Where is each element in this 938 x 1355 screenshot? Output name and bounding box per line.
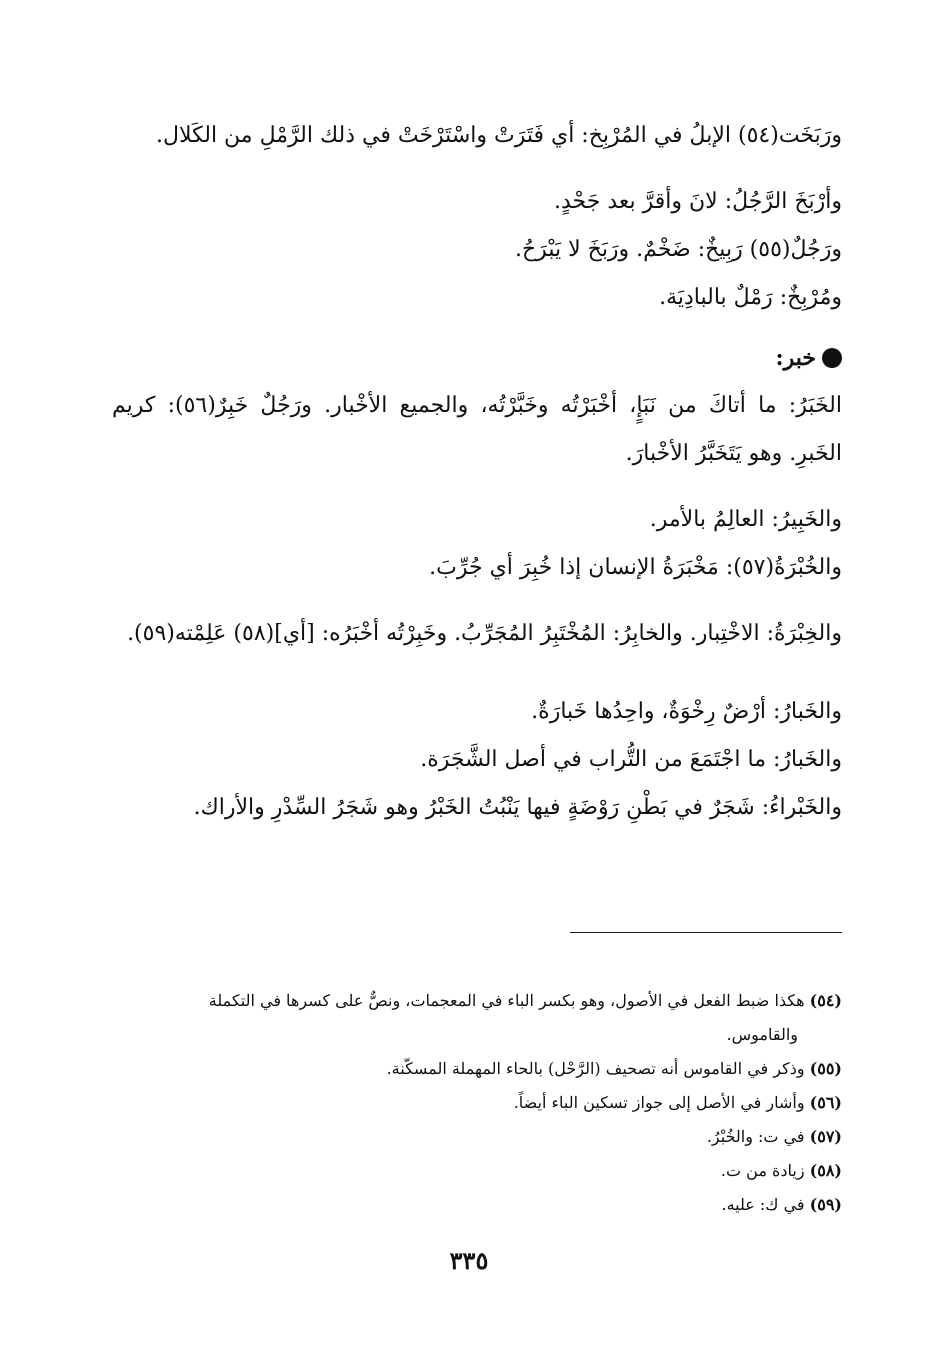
entry-khabir: والخَبِيرُ: العالِمُ بالأمر. — [649, 507, 842, 532]
main-text — [112, 112, 842, 832]
footnote-divider — [570, 932, 842, 933]
bullet-icon — [822, 348, 842, 368]
page-number: ٣٣٥ — [449, 1246, 489, 1275]
entry-arbakha: وأرْبَخَ الرَّجُلُ: لانَ وأقرَّ بعد جَحْدٍ. — [554, 189, 842, 214]
footnote-56: (٥٦) وأشار في الأصل إلى جواز تسكين الباء أيضاً. — [513, 1093, 842, 1112]
entry-khabar: الخَبَرُ: ما أتاكَ من نَبَإٍ، أخْبَرْتُه وخَبَّرْتُه، والجميع الأخْبار. ورَجُلٌ خَبِرٌ(٥٦): كريم الخَبرِ. وهو يَتَخَبَّرُ الأخْبارَ. — [112, 393, 842, 466]
entry-murbikh: ومُرْبِخٌ: رَمْلٌ بالبادِيَة. — [659, 285, 842, 310]
footnote-58: (٥٨) زيادة من ت. — [720, 1161, 842, 1180]
footnote-55: (٥٥) وذكر في القاموس أنه تصحيف (الرَّحْل) بالحاء المهملة المسكّنة. — [386, 1059, 842, 1078]
entry-khabra: والخَبْراءُ: شَجَرٌ في بَطْنِ رَوْضَةٍ فيها يَنْبُتُ الخَبْرُ وهو شَجَرُ السِّدْرِ والأراك. — [193, 795, 842, 820]
footnote-57: (٥٧) في ت: والخُبْرُ. — [706, 1127, 842, 1146]
entry-rabikh: ورَجُلٌ(٥٥) رَبِيخٌ: ضَخْمٌ. ورَبَخَ لا يَبْرَحُ. — [514, 237, 842, 262]
footnotes — [112, 984, 842, 1222]
entry-khabar-ard: والخَبارُ: أرْضٌ رِخْوَةٌ، واحِدُها خَبارَةٌ. — [531, 699, 842, 724]
entry-khibra: والخِبْرَةُ: الاخْتِبار. والخابِرُ: المُخْتَبِرُ المُجَرِّبُ. وخَبِرْتُه أخْبَرُه: [أي](٥٨) عَلِمْته(٥٩). — [127, 621, 842, 646]
entry-khubra: والخُبْرَةُ(٥٧): مَخْبَرَةُ الإنسان إذا خُبِرَ أي جُرِّبَ. — [429, 555, 842, 580]
footnote-59: (٥٩) في ك: عليه. — [721, 1195, 842, 1214]
entry-rabakhat: ورَبَخَت(٥٤) الإبلُ في المُرْبِخ: أي فَتَرَتْ واسْتَرْخَتْ في ذلك الرَّمْلِ من الكَلال. — [155, 123, 842, 148]
section-heading-text: خبر: — [775, 345, 816, 371]
section-heading — [112, 334, 842, 382]
footnote-54-continued: والقاموس. — [726, 1025, 798, 1044]
entry-khabar-turab: والخَبارُ: ما اجْتَمَعَ من التُّراب في أصل الشَّجَرَة. — [420, 747, 842, 772]
footnote-54: (٥٤) هكذا ضبط الفعل في الأصول، وهو بكسر الباء في المعجمات، ونصٌّ على كسرها في التكملة — [208, 991, 842, 1010]
